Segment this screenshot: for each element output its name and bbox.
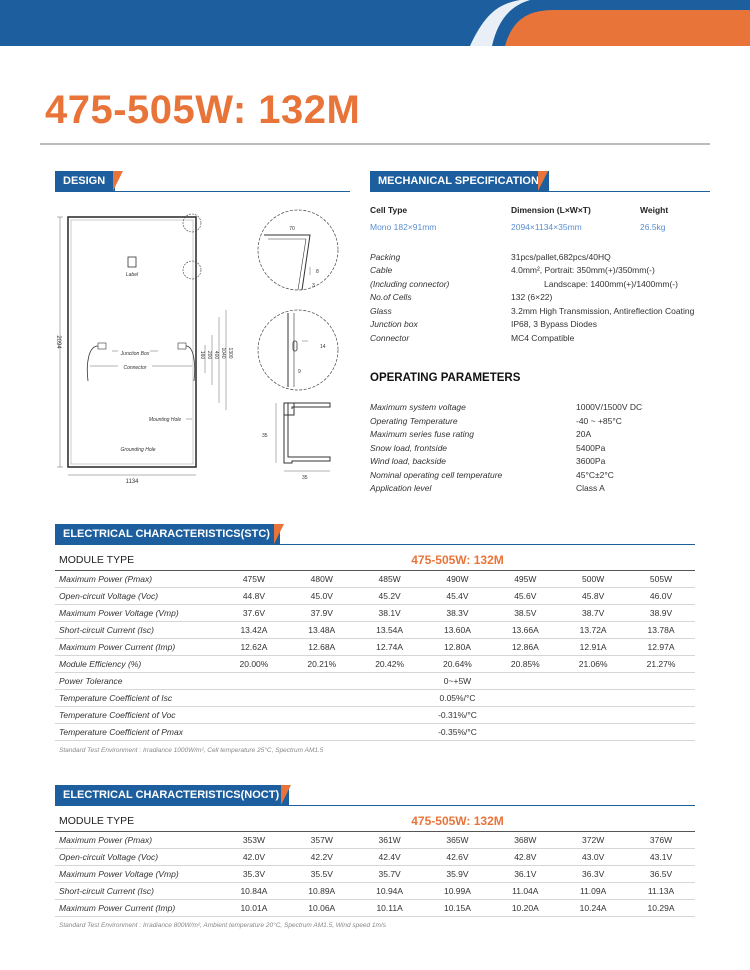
- width-dim: 1134: [125, 479, 139, 485]
- dim-70: 70: [289, 226, 295, 232]
- table-row: Power Tolerance 0~+5W: [55, 672, 695, 689]
- cell-type-header: Cell Type: [370, 205, 408, 215]
- op-row: Wind load, backside 3600Pa: [370, 456, 606, 466]
- module-type-value: 475-505W: 132M: [220, 550, 695, 570]
- module-design-drawing: [40, 205, 340, 495]
- mechanical-header-label: MECHANICAL SPECIFICATION: [370, 171, 549, 191]
- header-rule: [55, 544, 695, 545]
- table-row: Open-circuit Voltage (Voc) 44.8V 45.0V 45.2V 45.4V 45.6V 45.8V 46.0V: [55, 587, 695, 604]
- op-row: Maximum series fuse rating 20A: [370, 429, 592, 439]
- design-section-header: [55, 171, 350, 193]
- dim-3: 3: [312, 283, 315, 289]
- table-row: Maximum Power Voltage (Vmp) 37.6V 37.9V 38.1V 38.3V 38.5V 38.7V 38.9V: [55, 604, 695, 621]
- stc-header-label: ELECTRICAL CHARACTERISTICS(STC): [55, 524, 280, 544]
- spec-row: Glass 3.2mm High Transmission, Antireflection Coating: [370, 306, 695, 316]
- connector-label: Connector: [123, 365, 147, 371]
- noct-table: [55, 811, 695, 917]
- table-row: Short-circuit Current (Isc) 13.42A 13.48A 13.54A 13.60A 13.66A 13.72A 13.78A: [55, 621, 695, 638]
- module-type-value: 475-505W: 132M: [220, 811, 695, 831]
- op-row: Application level Class A: [370, 483, 605, 493]
- mounting-hole-label: Mounting Hole: [148, 417, 182, 423]
- header-rule: [370, 191, 710, 192]
- hole-detail: [258, 310, 338, 390]
- page-title: 475-505W: 132M: [45, 88, 361, 132]
- table-row: Maximum Power Voltage (Vmp) 35.3V 35.5V 35.7V 35.9V 36.1V 36.3V 36.5V: [55, 865, 695, 882]
- height-dim: 2094: [55, 335, 61, 349]
- frame-width-dim: 35: [302, 475, 308, 481]
- op-row: Maximum system voltage 1000V/1500V DC: [370, 402, 643, 412]
- top-banner: [0, 0, 750, 48]
- table-row: Maximum Power (Pmax) 475W 480W 485W 490W 495W 500W 505W: [55, 570, 695, 587]
- op-row: Nominal operating cell temperature 45°C±2°C: [370, 470, 614, 480]
- module-type-row: [55, 811, 695, 831]
- table-row: Temperature Coefficient of Voc -0.31%/°C: [55, 706, 695, 723]
- cell-type-value: Mono 182×91mm: [370, 222, 437, 232]
- noct-test-note: Standard Test Environment : Irradiance 800W/m², Ambient temperature 20°C, Spectrum AM1.5, Wind speed 1m/s: [59, 922, 386, 929]
- weight-header: Weight: [640, 205, 669, 215]
- frame-height-dim: 35: [262, 433, 268, 439]
- dimension-header: Dimension (L×W×T): [511, 205, 591, 215]
- title-divider: [40, 143, 710, 145]
- op-row: Snow load, frontside 5400Pa: [370, 443, 606, 453]
- table-row: Maximum Power Current (Imp) 12.62A 12.68A 12.74A 12.80A 12.86A 12.91A 12.97A: [55, 638, 695, 655]
- operating-parameters-title: OPERATING PARAMETERS: [370, 372, 521, 384]
- noct-header-label: ELECTRICAL CHARACTERISTICS(NOCT): [55, 785, 289, 805]
- header-accent: [538, 171, 548, 191]
- table-row: Maximum Power Current (Imp) 10.01A 10.06A 10.11A 10.15A 10.20A 10.24A 10.29A: [55, 899, 695, 916]
- dim-8: 8: [316, 269, 319, 275]
- dim-1300: 1300: [227, 347, 233, 359]
- dimension-value: 2094×1134×35mm: [511, 222, 582, 232]
- dim-160: 160: [199, 350, 205, 360]
- stc-section-header: [55, 524, 695, 546]
- module-type-label: MODULE TYPE: [55, 811, 220, 831]
- label-box: [128, 257, 136, 267]
- weight-value: 26.5kg: [640, 222, 666, 232]
- stc-table: [55, 550, 695, 741]
- table-row: Temperature Coefficient of Pmax -0.35%/°C: [55, 723, 695, 740]
- spec-row: No.of Cells 132 (6×22): [370, 292, 553, 302]
- dim-14: 14: [320, 344, 326, 350]
- header-rule: [55, 191, 350, 192]
- spec-row: Connector MC4 Compatible: [370, 333, 575, 343]
- label-text: Label: [125, 272, 139, 278]
- table-row: Open-circuit Voltage (Voc) 42.0V 42.2V 42.4V 42.6V 42.8V 43.0V 43.1V: [55, 848, 695, 865]
- corner-detail: [258, 210, 338, 290]
- module-type-row: [55, 550, 695, 570]
- module-type-label: MODULE TYPE: [55, 550, 220, 570]
- op-row: Operating Temperature -40 ~ +85°C: [370, 416, 622, 426]
- table-row: Maximum Power (Pmax) 353W 357W 361W 365W 368W 372W 376W: [55, 831, 695, 848]
- grounding-hole-label: Grounding Hole: [120, 447, 156, 453]
- noct-section-header: [55, 785, 695, 807]
- dim-1040: 1040: [220, 347, 226, 359]
- panel-outline: [68, 217, 196, 467]
- table-row: Short-circuit Current (Isc) 10.84A 10.89A 10.94A 10.99A 11.04A 11.09A 11.13A: [55, 882, 695, 899]
- design-header-label: DESIGN: [55, 171, 115, 191]
- dim-9: 9: [298, 369, 301, 375]
- table-row: Module Efficiency (%) 20.00% 20.21% 20.42% 20.64% 20.85% 21.06% 21.27%: [55, 655, 695, 672]
- table-row: Temperature Coefficient of Isc 0.05%/°C: [55, 689, 695, 706]
- dim-400: 400: [213, 350, 219, 360]
- junction-box-label: Junction Box: [120, 351, 150, 357]
- stc-test-note: Standard Test Environment : Irradiance 1000W/m², Cell temperature 25°C, Spectrum AM1.5: [59, 747, 324, 754]
- mechanical-section-header: [370, 171, 710, 193]
- spec-row: Cable 4.0mm², Portrait: 350mm(+)/350mm(-): [370, 265, 655, 275]
- frame-profile: [284, 403, 330, 463]
- spec-row: Packing 31pcs/pallet,682pcs/40HQ: [370, 252, 611, 262]
- header-accent: [113, 171, 123, 191]
- header-accent: [281, 785, 291, 805]
- dim-200: 200: [206, 350, 212, 360]
- header-accent: [274, 524, 284, 544]
- spec-row: (Including connector) Landscape: 1400mm(+)/1400mm(-): [370, 279, 678, 289]
- spec-row: Junction box IP68, 3 Bypass Diodes: [370, 319, 597, 329]
- header-rule: [55, 805, 695, 806]
